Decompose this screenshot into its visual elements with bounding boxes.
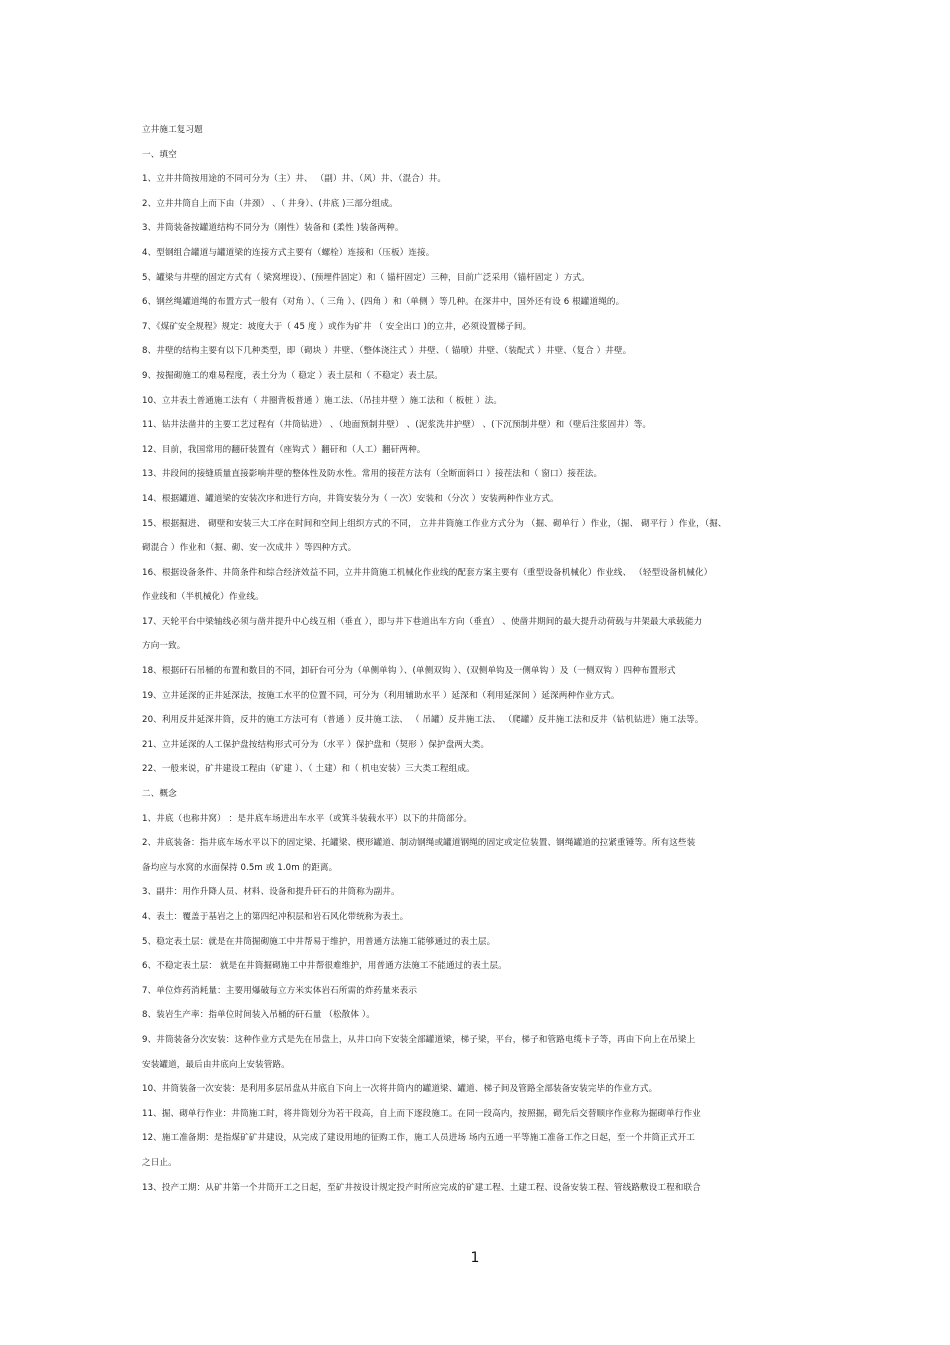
- text-line: 13、投产工期：从矿井第一个井筒开工之日起，至矿井按设计规定投产时所应完成的矿建工程、土建工程、设备安装工程、管线路敷设工程和联合: [142, 1182, 701, 1193]
- text-line: 6、钢丝绳罐道绳的布置方式一般有（对角 ）、（ 三角 ）、(四角 ）和（单侧 ）等几种。在深井中，国外还有设 6 根罐道绳的。: [142, 297, 625, 308]
- text-line: 7、《煤矿安全规程》规定：坡度大于（ 45 度 ）或作为矿井 （ 安全出口 )的立井，必须设置梯子间。: [142, 321, 532, 332]
- text-line: 1、井底（也称井窝） ：是井底车场进出车水平（或箕斗装载水平）以下的井筒部分。: [142, 813, 473, 824]
- text-line: 1、立井井筒按用途的不同可分为（主）井、 （副）井、（风）井、（混合）井。: [142, 174, 447, 185]
- text-line: 方向一致。: [142, 641, 186, 652]
- text-line: 22、一般来说，矿井建设工程由（矿建 ）、（ 土建）和（ 机电安装）三大类工程组成。: [142, 764, 475, 775]
- text-line: 18、根据矸石吊桶的布置和数目的不同，卸矸台可分为（单侧单钩 ）、(单侧双钩 ）、(双侧单钩及一侧单钩 ）及（一侧双钩 ）四种布置形式: [142, 666, 676, 677]
- text-line: 7、单位炸药消耗量：主要用爆破每立方米实体岩石所需的炸药量来表示: [142, 985, 418, 996]
- text-line: 16、根据设备条件、井筒条件和综合经济效益不同，立井井筒施工机械化作业线的配套方案主要有（重型设备机械化）作业线、 （轻型设备机械化）: [142, 567, 713, 578]
- text-line: 安装罐道，最后由井底向上安装管路。: [142, 1059, 290, 1070]
- text-line: 5、稳定表土层：就是在井筒掘砌施工中井帮易于维护，用普通方法施工能够通过的表土层。: [142, 936, 496, 947]
- text-line: 一、填空: [142, 149, 177, 160]
- text-line: 14、根据罐道、罐道梁的安装次序和进行方向，井筒安装分为（ 一次）安装和（分次 ）安装两种作业方式。: [142, 493, 559, 504]
- text-line: 3、副井：用作升降人员、材料、设备和提升矸石的井筒称为副井。: [142, 887, 400, 898]
- text-line: 之日止。: [142, 1157, 177, 1168]
- text-line: 10、立井表土普通施工法有（ 井圈背板普通 ）施工法、（吊挂井壁 ）施工法和（ 板桩 ）法。: [142, 395, 503, 406]
- text-line: 13、井段间的接缝质量直接影响井壁的整体性及防水性。常用的接茬方法有（全断面斜口 ）接茬法和（ 窗口）接茬法。: [142, 469, 603, 480]
- text-line: 17、天轮平台中梁轴线必须与凿井提升中心线互相（垂直 ），即与井下巷道出车方向（垂直） 、使凿井期间的最大提升动荷载与井架最大承载能力: [142, 616, 703, 627]
- text-line: 二、概念: [142, 789, 177, 800]
- text-line: 8、装岩生产率：指单位时间装入吊桶的矸石量 （松散体 ）。: [142, 1010, 375, 1021]
- text-line: 4、表土：覆盖于基岩之上的第四纪冲积层和岩石风化带统称为表土。: [142, 912, 409, 922]
- text-line: 6、不稳定表土层： 就是在井筒掘砌施工中井帮很难维护，用普通方法施工不能通过的表土层。: [142, 961, 507, 972]
- text-line: 立井施工复习题: [142, 125, 203, 135]
- text-line: 12、目前，我国常用的翻矸装置有（座钩式 ）翻矸和（人工）翻矸两种。: [142, 444, 426, 455]
- text-line: 作业线和（半机械化）作业线。: [142, 592, 264, 603]
- text-line: 21、立井延深的人工保护盘按结构形式可分为（水平 ）保护盘和（契形 ）保护盘两大类。: [142, 739, 490, 750]
- text-line: 5、罐梁与井壁的固定方式有（ 梁窝埋设）、(预埋件固定）和（ 锚杆固定）三种，目前广泛采用（锚杆固定 ）方式。: [142, 272, 590, 283]
- page-number: 1: [470, 1250, 480, 1266]
- text-line: 8、井壁的结构主要有以下几种类型，即（砌块 ）井壁、（整体浇注式 ）井壁、（ 锚喷）井壁、（装配式 ）井壁、（复合 ）井壁。: [142, 346, 632, 357]
- text-line: 3、井筒装备按罐道结构不同分为（刚性）装备和 (柔性 )装备两种。: [142, 223, 404, 234]
- text-line: 11、钻井法凿井的主要工艺过程有（井筒钻进） 、（地面预制井壁） 、(泥浆洗井护壁） 、(下沉预制井壁）和（壁后注浆固井）等。: [142, 420, 652, 431]
- text-line: 9、按掘砌施工的难易程度，表土分为（ 稳定 ）表土层和（ 不稳定）表土层。: [142, 370, 443, 381]
- text-line: 11、掘、砌单行作业：井筒施工时，将井筒划分为若干段高，自上而下逐段施工。在同一段高内，按照掘，砌先后交替顺序作业称为掘砌单行作业: [142, 1108, 701, 1119]
- document-body: [142, 118, 832, 1200]
- text-line: 4、型钢组合罐道与罐道梁的连接方式主要有（螺栓）连接和（压板）连接。: [142, 247, 435, 258]
- text-line: 10、井筒装备一次安装：是利用多层吊盘从井底自下向上一次将井筒内的罐道梁、罐道、梯子间及管路全部装备安装完毕的作业方式。: [142, 1084, 658, 1095]
- text-line: 砌混合 ）作业和（掘、砌、安一次成井 ）等四种方式。: [142, 543, 357, 554]
- text-line: 9、井筒装备分次安装：这种作业方式是先在吊盘上，从井口向下安装全部罐道梁，梯子梁，平台，梯子和管路电缆卡子等，再由下向上在吊梁上: [142, 1034, 696, 1045]
- text-line: 2、井底装备：指井底车场水平以下的固定梁、托罐梁、楔形罐道、制动钢绳或罐道钢绳的固定或定位装置、钢绳罐道的拉紧重锤等。所有这些装: [142, 838, 696, 849]
- text-line: 12、施工准备期：是指煤矿矿井建设，从完成了建设用地的征购工作，施工人员进场 场内五通一平等施工准备工作之日起，至一个井筒正式开工: [142, 1133, 695, 1144]
- text-line: 19、立井延深的正井延深法，按施工水平的位置不同，可分为（利用辅助水平 ）延深和（利用延深间 ）延深两种作业方式。: [142, 690, 620, 701]
- text-line: 2、立井井筒自上而下由（井颈） 、（ 井身）、(井底 )三部分组成。: [142, 198, 398, 209]
- text-line: 15、根据掘进、 砌壁和安装三大工序在时间和空间上组织方式的不同， 立井井筒施工作业方式分为 （掘、砌单行 ）作业，（掘、 砌平行 ）作业，（掘、: [142, 518, 727, 529]
- text-line: 备均应与水窝的水面保持 0.5m 或 1.0m 的距离。: [142, 862, 338, 873]
- text-line: 20、利用反井延深井筒，反井的施工方法可有（普通 ）反井施工法、 （ 吊罐）反井施工法、 （爬罐）反井施工法和反井（钻机钻进）施工法等。: [142, 715, 704, 726]
